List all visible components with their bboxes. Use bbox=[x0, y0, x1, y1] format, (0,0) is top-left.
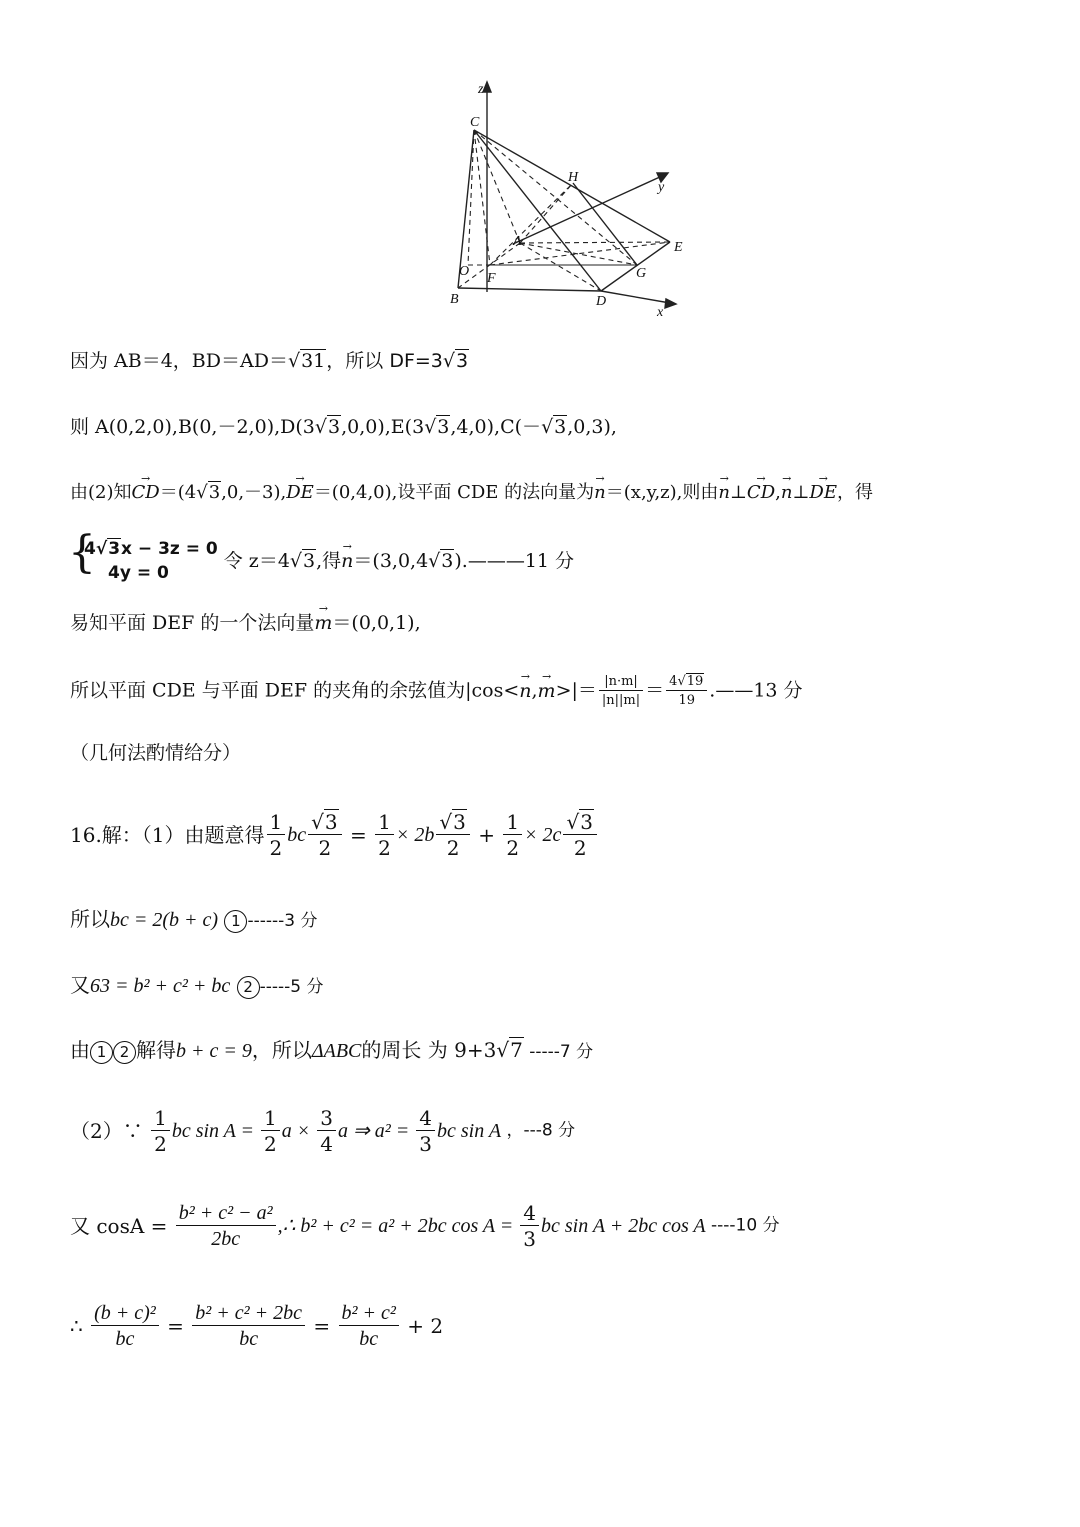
edge-CD bbox=[474, 130, 601, 291]
label-B: B bbox=[450, 292, 459, 307]
label-E: E bbox=[674, 240, 683, 255]
line-10: 又63 = b² + c² + bc 2 -----5 分 bbox=[70, 973, 324, 997]
z-axis-arrow bbox=[483, 82, 491, 92]
equation-system: { 4√3x − 3z = 0 4y = 0 bbox=[70, 537, 218, 585]
label-G: G bbox=[636, 266, 647, 281]
label-C: C bbox=[470, 115, 480, 130]
sqrt-31: √31 bbox=[287, 350, 326, 372]
vector-n: → n bbox=[594, 484, 606, 502]
edge-BD bbox=[458, 288, 601, 291]
label-O: O bbox=[459, 264, 470, 279]
line-6: 所以平面 CDE 与平面 DEF 的夹角的余弦值为|cos<→ n,→ m>|＝ $\frac{|n\cdot m|}{|n||m|}$ ＝ $\frac{4√19}{19}$ .——13 分 bbox=[70, 675, 803, 707]
line-7: （几何法酌情给分） bbox=[70, 742, 242, 764]
vector-CD: → CD bbox=[132, 484, 160, 502]
line-14: ∴ $\frac{\text{(b + c)²}}{bc}$ = $\frac{\text{b² + c² + 2bc}}{bc}$ = $\frac{\text{b² + c²}}{bc}$ + 2 bbox=[70, 1302, 444, 1350]
label-y: y bbox=[658, 180, 665, 195]
x-axis bbox=[601, 291, 670, 303]
geometry-figure bbox=[0, 0, 1080, 330]
line-4: { 4√3x − 3z = 0 4y = 0 令 z＝4√3,得→ n＝(3,0,4√3).———11 分 bbox=[70, 537, 574, 585]
vector-DE: → DE bbox=[286, 484, 314, 502]
y-axis bbox=[513, 176, 662, 244]
vector-m: → m bbox=[314, 614, 332, 633]
circled-1: 1 bbox=[224, 910, 247, 933]
label-A: A bbox=[513, 234, 522, 249]
x-axis-arrow bbox=[665, 299, 676, 308]
line-13: 又 cosA = $\frac{\text{b² + c² − a²}}{2bc}$ ,∴ b² + c² = a² + 2bc cos A = $\frac{4}{3}$ bc sin A + 2bc cos A ----10 分 bbox=[70, 1201, 780, 1251]
line-5: 易知平面 DEF 的一个法向量→ m＝(0,0,1), bbox=[70, 614, 421, 633]
line-12: （2）∵ $\frac{1}{2}$ bc sin A = $\frac{1}{2}$ a × $\frac{3}{4}$ a ⇒ a² = $\frac{4}{3}$ bc sin A ，---8 分 bbox=[70, 1106, 576, 1156]
line-2: 则 A(0,2,0),B(0,－2,0),D(3√3,0,0),E(3√3,4,0),C(－√3,0,3), bbox=[70, 416, 617, 438]
line-8: 16.解：（1）由题意得 $\frac{1}{2}$ bc $\frac{√3}{2}$ = $\frac{1}{2}$ × 2b $\frac{√3}{2}$ + $\frac{1}{2}$ × 2c $\frac{√3}{2}$ bbox=[70, 812, 599, 858]
label-D: D bbox=[596, 294, 607, 309]
fraction-cosine: $\frac{|n\cdot m|}{|n||m|}$ bbox=[599, 675, 643, 707]
fraction-result: $\frac{4√19}{19}$ bbox=[666, 675, 707, 707]
label-x: x bbox=[657, 305, 664, 320]
line-3: 由(2)知→ CD＝(4√3,0,－3),→ DE＝(0,4,0),设平面 CDE 的法向量为→ n＝(x,y,z),则由→ n⊥→ CD,→ n⊥→ DE，得 bbox=[70, 484, 873, 502]
label-z: z bbox=[478, 82, 484, 97]
line-11: 由 1 2 解得b + c = 9，所以ΔABC的周长 为 9+3√7 -----7 分 bbox=[70, 1038, 594, 1062]
label-H: H bbox=[568, 170, 579, 185]
line-1: 因为 AB＝4，BD＝AD＝√31，所以 DF=3√3 bbox=[70, 350, 469, 372]
circled-2: 2 bbox=[237, 976, 260, 999]
label-F: F bbox=[487, 271, 496, 286]
line-9: 所以bc = 2(b + c) 1 ------3 分 bbox=[70, 907, 318, 931]
